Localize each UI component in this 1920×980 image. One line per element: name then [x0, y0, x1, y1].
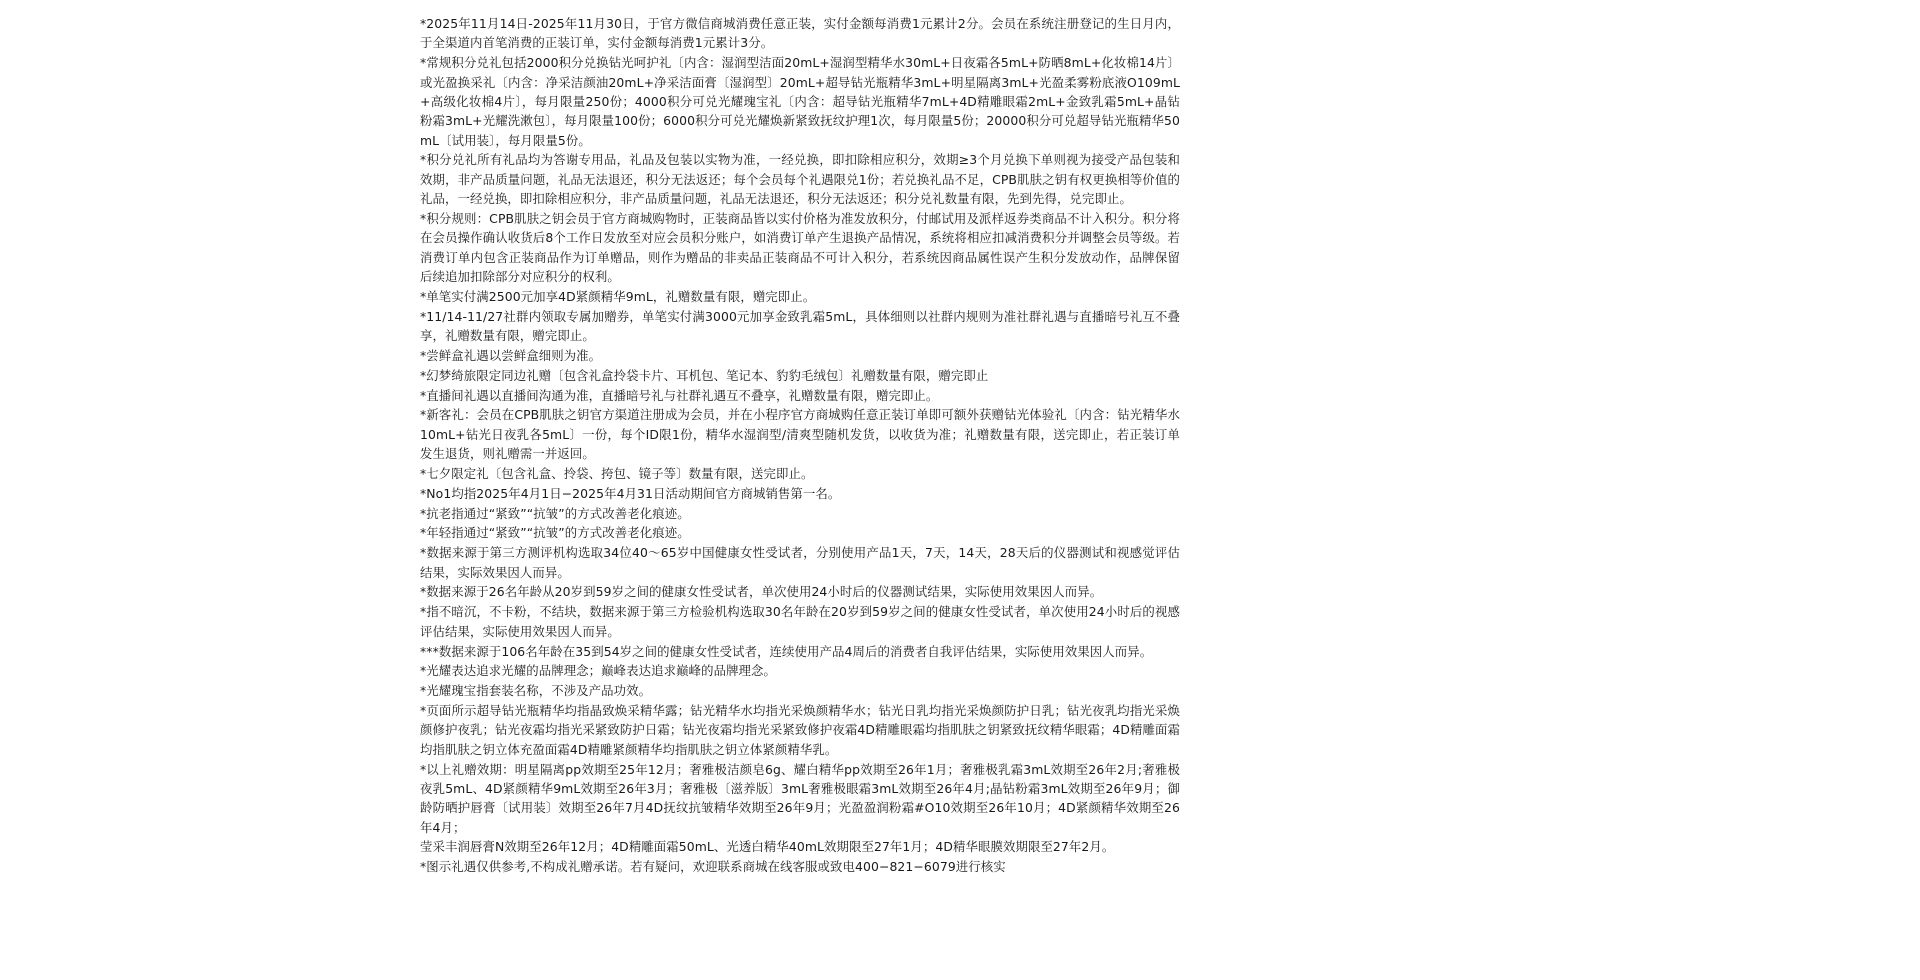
- terms-line: *七夕限定礼〔包含礼盒、拎袋、挎包、镜子等〕数量有限，送完即止。: [420, 465, 814, 481]
- terms-line: *11/14-11/27社群内领取专属加赠券，单笔实付满3000元加享金致乳霜5mL，具体细则以社群内规则为准社群礼遇与直播暗号礼互不叠享，礼赠数量有限，赠完即止。: [420, 308, 1180, 343]
- terms-line: *幻梦绮旅限定同边礼赠〔包含礼盒拎袋卡片、耳机包、笔记本、豹豹毛绒包〕礼赠数量有限，赠完即止: [420, 367, 989, 383]
- terms-line: *尝鲜盒礼遇以尝鲜盒细则为准。: [420, 347, 602, 363]
- terms-line: *光耀表达追求光耀的品牌理念；巅峰表达追求巅峰的品牌理念。: [420, 663, 777, 679]
- terms-line: *年轻指通过“紧致”“抗皱”的方式改善老化痕迹。: [420, 525, 690, 541]
- terms-line: *新客礼：会员在CPB肌肤之钥官方渠道注册成为会员，并在小程序官方商城购任意正装订单即可额外获赠钻光体验礼〔内含：钻光精华水10mL+钻光日夜乳各5mL〕一份，每个ID限1份，精华水湿润型/清爽型随机发货，以收货为准；礼赠数量有限，送完即止，若正装订单发生退货，则礼赠需一并返回。: [420, 407, 1180, 462]
- terms-line: *常规积分兑礼包括2000积分兑换钻光呵护礼〔内含：湿润型洁面20mL+湿润型精华水30mL+日夜霜各5mL+防晒8mL+化妆棉14片〕或光盈换采礼〔内含：净采洁颜油20mL+净采洁面膏〔湿润型〕20mL+超导钻光瓶精华3mL+明星隔离3mL+光盈柔雾粉底液O109mL+高级化妆棉4片〕，每月限量250份；4000积分可兑光耀瑰宝礼〔内含：超导钻光瓶精华7mL+4D精雕眼霜2mL+金致乳霜5mL+晶钻粉霜3mL+光耀洗漱包〕，每月限量100份；6000积分可兑光耀焕新紧致抚纹护理1次，每月限量5份；20000积分可兑超导钻光瓶精华50mL〔试用装〕，每月限量5份。: [420, 55, 1180, 148]
- terms-line: ***数据来源于106名年龄在35到54岁之间的健康女性受试者，连续使用产品4周后的消费者自我评估结果，实际使用效果因人而异。: [420, 643, 1153, 659]
- terms-line: *积分兑礼所有礼品均为答谢专用品，礼品及包装以实物为准，一经兑换，即扣除相应积分，效期≥3个月兑换下单则视为接受产品包装和效期，非产品质量问题，礼品无法退还，积分无法返还；每个会员每个礼遇限兑1份；若兑换礼品不足，CPB肌肤之钥有权更换相等价值的礼品，一经兑换，即扣除相应积分，非产品质量问题，礼品无法退还，积分无法返还；积分兑礼数量有限，先到先得，兑完即止。: [420, 152, 1180, 207]
- terms-line: *抗老指通过“紧致”“抗皱”的方式改善老化痕迹。: [420, 505, 690, 521]
- terms-line: *数据来源于第三方测评机构选取34位40～65岁中国健康女性受试者，分别使用产品1天，7天，14天，28天后的仪器测试和视感觉评估结果，实际效果因人而异。: [420, 545, 1180, 580]
- terms-line: *No1均指2025年4月1日−2025年4月31日活动期间官方商城销售第一名。: [420, 485, 841, 501]
- terms-line: *指不暗沉，不卡粉，不结块，数据来源于第三方检验机构选取30名年龄在20岁到59岁之间的健康女性受试者，单次使用24小时后的视感评估结果，实际使用效果因人而异。: [420, 604, 1180, 639]
- terms-line: *单笔实付满2500元加享4D紧颜精华9mL，礼赠数量有限，赠完即止。: [420, 288, 816, 304]
- terms-document: [420, 14, 1180, 877]
- terms-line: 莹采丰润唇膏N效期至26年12月；4D精雕面霜50mL、光透白精华40mL效期限至27年1月；4D精华眼膜效期限至27年2月。: [420, 839, 1115, 855]
- terms-line: *以上礼赠效期：明星隔离pp效期至25年12月；奢雅极洁颜皂6g、耀白精华pp效期至26年1月；奢雅极乳霜3mL效期至26年2月;奢雅极夜乳5mL、4D紧颜精华9mL效期至26年3月；奢雅极〔滋养版〕3mL奢雅极眼霜3mL效期至26年4月;晶钻粉霜3mL效期至26年9月；御龄防晒护唇膏〔试用装〕效期至26年7月4D抚纹抗皱精华效期至26年9月；光盈盈润粉霜#O10效期至26年10月；4D紧颜精华效期至26年4月；: [420, 761, 1180, 835]
- terms-line: *积分规则：CPB肌肤之钥会员于官方商城购物时，正装商品皆以实付价格为准发放积分，付邮试用及派样返券类商品不计入积分。积分将在会员操作确认收货后8个工作日发放至对应会员积分账户，如消费订单产生退换产品情况，系统将相应扣减消费积分并调整会员等级。若消费订单内包含正装商品作为订单赠品，则作为赠品的非卖品正装商品不可计入积分，若系统因商品属性误产生积分发放动作，品牌保留后续追加扣除部分对应积分的权利。: [420, 210, 1180, 284]
- terms-line: *数据来源于26名年龄从20岁到59岁之间的健康女性受试者，单次使用24小时后的仪器测试结果，实际使用效果因人而异。: [420, 584, 1103, 600]
- terms-line: *图示礼遇仅供参考,不构成礼赠承诺。若有疑问，欢迎联系商城在线客服或致电400−821−6079进行核实: [420, 859, 1006, 875]
- terms-line: *2025年11月14日-2025年11月30日，于官方微信商城消费任意正装，实付金额每消费1元累计2分。会员在系统注册登记的生日月内，于全渠道内首笔消费的正装订单，实付金额每消费1元累计3分。: [420, 16, 1180, 51]
- terms-line: *直播间礼遇以直播间沟通为准，直播暗号礼与社群礼遇互不叠享，礼赠数量有限，赠完即止。: [420, 387, 939, 403]
- terms-line: *光耀瑰宝指套装名称，不涉及产品功效。: [420, 683, 652, 699]
- terms-line: *页面所示超导钻光瓶精华均指晶致焕采精华露；钻光精华水均指光采焕颜精华水；钻光日乳均指光采焕颜防护日乳；钻光夜乳均指光采焕颜修护夜乳；钻光夜霜均指光采紧致防护日霜；钻光夜霜均指光采紧致修护夜霜4D精雕眼霜均指肌肤之钥紧致抚纹精华眼霜；4D精雕面霜均指肌肤之钥立体充盈面霜4D精雕紧颜精华均指肌肤之钥立体紧颜精华乳。: [420, 703, 1180, 757]
